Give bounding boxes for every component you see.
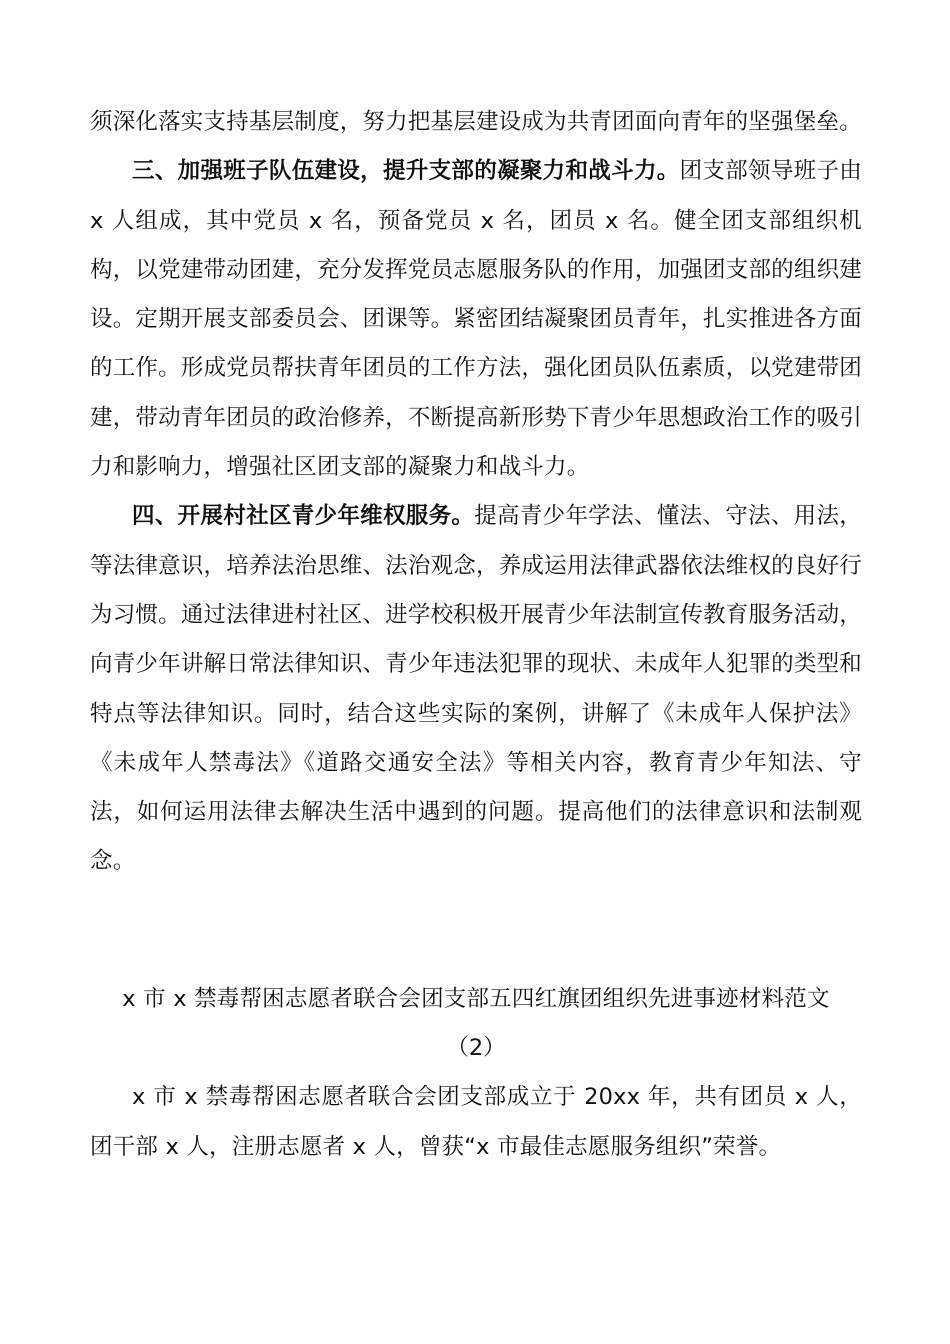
paragraph-continuation: 须深化落实支持基层制度，努力把基层建设成为共青团面向青年的坚强堡垒。 [90, 109, 862, 135]
document-title: x 市 x 禁毒帮困志愿者联合会团支部五四红旗团组织先进事迹材料范文 [122, 985, 830, 1012]
section-three-body: 团支部领导班子由 x 人组成，其中党员 x 名，预备党员 x 名，团员 x 名。健全团支部组织机构，以党建带动团建，充分发挥党员志愿服务队的作用，加强团支部的组织建设。定期开展支部委员会、团课等。紧密团结凝聚团员青年，扎实推进各方面的工作。形成党员帮扶青年团员的工作方法，强化团员队伍素质，以党建带团建，带动青年团员的政治修养，不断提高新形势下青少年思想政治工作的吸引力和影响力，增强社区团支部的凝聚力和战斗力。 [90, 158, 862, 481]
section-spacer [90, 887, 862, 975]
section-four-heading: 四、开展村社区青少年维权服务。 [132, 503, 475, 530]
paragraph-section-four [90, 492, 862, 886]
document-page [90, 98, 862, 1172]
section-three-heading: 三、加强班子队伍建设，提升支部的凝聚力和战斗力。 [132, 158, 680, 185]
paragraph-section-three [90, 147, 862, 492]
intro-paragraph: x 市 x 禁毒帮困志愿者联合会团支部成立于 20xx 年，共有团员 x 人，团干部 x 人，注册志愿者 x 人，曾获“x 市最佳志愿服务组织”荣誉。 [90, 1084, 862, 1160]
section-four-body: 提高青少年学法、懂法、守法、用法，等法律意识，培养法治思维、法治观念，养成运用法律武器依法维权的良好行为习惯。通过法律进村社区、进学校积极开展青少年法制宣传教育服务活动，向青少年讲解日常法律知识、青少年违法犯罪的现状、未成年人犯罪的类型和特点等法律知识。同时，结合这些实际的案例，讲解了《未成年人保护法》《未成年人禁毒法》《道路交通安全法》等相关内容，教育青少年知法、守法，如何运用法律去解决生活中遇到的问题。提高他们的法律意识和法制观念。 [90, 503, 862, 875]
document-title-number: （2） [446, 1035, 506, 1062]
